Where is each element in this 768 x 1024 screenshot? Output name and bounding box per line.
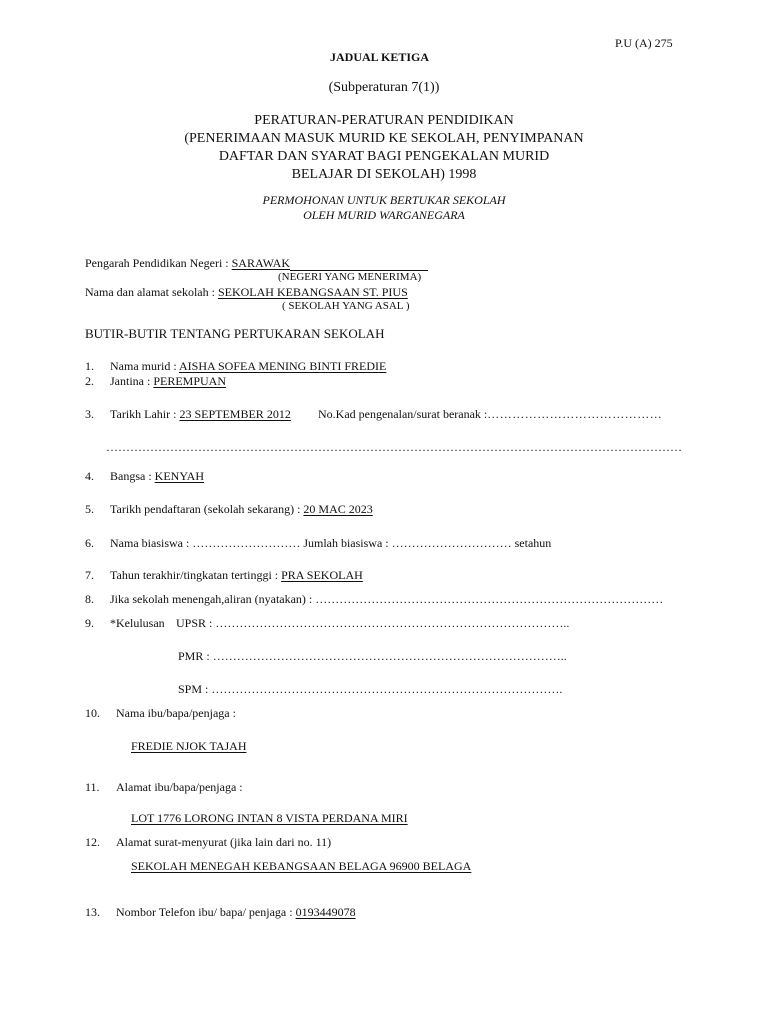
scholarship-amount-label: Jumlah biasiswa : (300, 536, 392, 550)
director-note: (NEGERI YANG MENERIMA) (278, 271, 422, 283)
item-8-row (110, 592, 663, 607)
scholarship-name-dotted-field[interactable]: ……………………… (192, 536, 301, 550)
regulation-line-1: PERATURAN-PERATURAN PENDIDIKAN (254, 113, 514, 128)
parent-address-label: Alamat ibu/bapa/penjaga : (116, 780, 243, 794)
birthdate-label: Tarikh Lahir : (110, 407, 180, 421)
item-7-number: 7. (85, 568, 94, 582)
regulation-title (0, 112, 768, 184)
ic-label: No.Kad pengenalan/surat beranak : (318, 407, 488, 421)
upsr-row (176, 616, 569, 631)
scholarship-suffix: setahun (511, 536, 552, 550)
item-4-number: 4. (85, 469, 94, 483)
regulation-line-3: DAFTAR DAN SYARAT BAGI PENGEKALAN MURID (218, 149, 550, 164)
director-value[interactable]: SARAWAK (231, 256, 291, 270)
form-subtitle-line-1: PERMOHONAN UNTUK BERTUKAR SEKOLAH (262, 193, 506, 207)
upsr-label: UPSR : (176, 616, 216, 630)
gender-label: Jantina : (110, 374, 154, 388)
page-reference: P.U (A) 275 (615, 36, 673, 50)
last-year-label: Tahun terakhir/tingkatan tertinggi : (110, 568, 282, 582)
subregulation: (Subperaturan 7(1)) (328, 80, 440, 95)
item-12-number: 12. (85, 835, 100, 849)
spm-row (178, 682, 562, 697)
phone-value[interactable]: 0193449078 (295, 905, 356, 919)
item-3-row (110, 407, 291, 422)
registration-date-label: Tarikh pendaftaran (sekolah sekarang) : (110, 502, 304, 516)
ic-row (318, 407, 662, 422)
parent-address-value[interactable]: LOT 1776 LORONG INTAN 8 VISTA PERDANA MIRI (131, 811, 408, 825)
item-6-row (110, 536, 551, 551)
registration-date-value[interactable]: 20 MAC 2023 (303, 502, 373, 516)
student-name-label: Nama murid : (110, 359, 179, 373)
item-5-number: 5. (85, 502, 94, 516)
item-1-number: 1. (85, 359, 94, 373)
form-subtitle (0, 193, 768, 223)
section-heading: BUTIR-BUTIR TENTANG PERTUKARAN SEKOLAH (85, 326, 385, 341)
director-row (85, 256, 290, 271)
director-label: Pengarah Pendidikan Negeri : (85, 256, 232, 270)
form-subtitle-line-2: OLEH MURID WARGANEGARA (303, 208, 465, 222)
item-11-number: 11. (85, 780, 100, 794)
spm-dotted-field[interactable]: ……………………………………………………………………………. (211, 682, 563, 696)
item-7-row (110, 568, 363, 583)
ic-dotted-field[interactable]: …………………………………… (487, 407, 663, 421)
item-10-number: 10. (85, 706, 100, 720)
item-2-row (110, 374, 226, 389)
gender-value[interactable]: PEREMPUAN (153, 374, 227, 388)
pmr-label: PMR : (178, 649, 213, 663)
parent-name-value[interactable]: FREDIE NJOK TAJAH (131, 739, 247, 753)
student-name-value[interactable]: AISHA SOFEA MENING BINTI FREDIE (179, 359, 387, 373)
item-6-number: 6. (85, 536, 94, 550)
regulation-line-2: (PENERIMAAN MASUK MURID KE SEKOLAH, PENYIMPANAN (184, 131, 584, 146)
pmr-dotted-field[interactable]: …………………………………………………………………………….. (212, 649, 567, 663)
school-row (85, 285, 408, 300)
birthdate-value[interactable]: 23 SEPTEMBER 2012 (179, 407, 291, 421)
pmr-row (178, 649, 567, 664)
stream-label: Jika sekolah menengah,aliran (nyatakan) : (110, 592, 316, 606)
school-note: ( SEKOLAH YANG ASAL ) (282, 300, 410, 312)
scholarship-amount-dotted-field[interactable]: ………………………… (391, 536, 512, 550)
phone-label: Nombor Telefon ibu/ bapa/ penjaga : (116, 905, 296, 919)
item-8-number: 8. (85, 592, 94, 606)
school-label: Nama dan alamat sekolah : (85, 285, 218, 299)
item-13-row (116, 905, 356, 920)
item-3-number: 3. (85, 407, 94, 421)
race-label: Bangsa : (110, 469, 155, 483)
item-13-number: 13. (85, 905, 100, 919)
item-2-number: 2. (85, 374, 94, 388)
parent-name-label: Nama ibu/bapa/penjaga : (116, 706, 236, 720)
mailing-address-label: Alamat surat-menyurat (jika lain dari no. 11) (116, 835, 332, 849)
item-5-row (110, 502, 373, 517)
item-9-number: 9. (85, 616, 94, 630)
ic-dotted-line[interactable]: ……………………………………………………………………………………………………………………………… (106, 440, 682, 454)
schedule-title: JADUAL KETIGA (330, 50, 430, 64)
last-year-value[interactable]: PRA SEKOLAH (281, 568, 363, 582)
upsr-dotted-field[interactable]: …………………………………………………………………………….. (215, 616, 570, 630)
qualification-label: *Kelulusan (110, 616, 165, 630)
scholarship-name-label: Nama biasiswa : (110, 536, 193, 550)
spm-label: SPM : (178, 682, 212, 696)
regulation-line-4: BELAJAR DI SEKOLAH) 1998 (291, 167, 477, 182)
stream-dotted-field[interactable]: …………………………………………………………………………… (315, 592, 664, 606)
item-1-row (110, 359, 386, 374)
item-4-row (110, 469, 204, 484)
mailing-address-value[interactable]: SEKOLAH MENEGAH KEBANGSAAN BELAGA 96900 BELAGA (131, 859, 472, 873)
school-value[interactable]: SEKOLAH KEBANGSAAN ST. PIUS (217, 285, 408, 299)
race-value[interactable]: KENYAH (154, 469, 205, 483)
